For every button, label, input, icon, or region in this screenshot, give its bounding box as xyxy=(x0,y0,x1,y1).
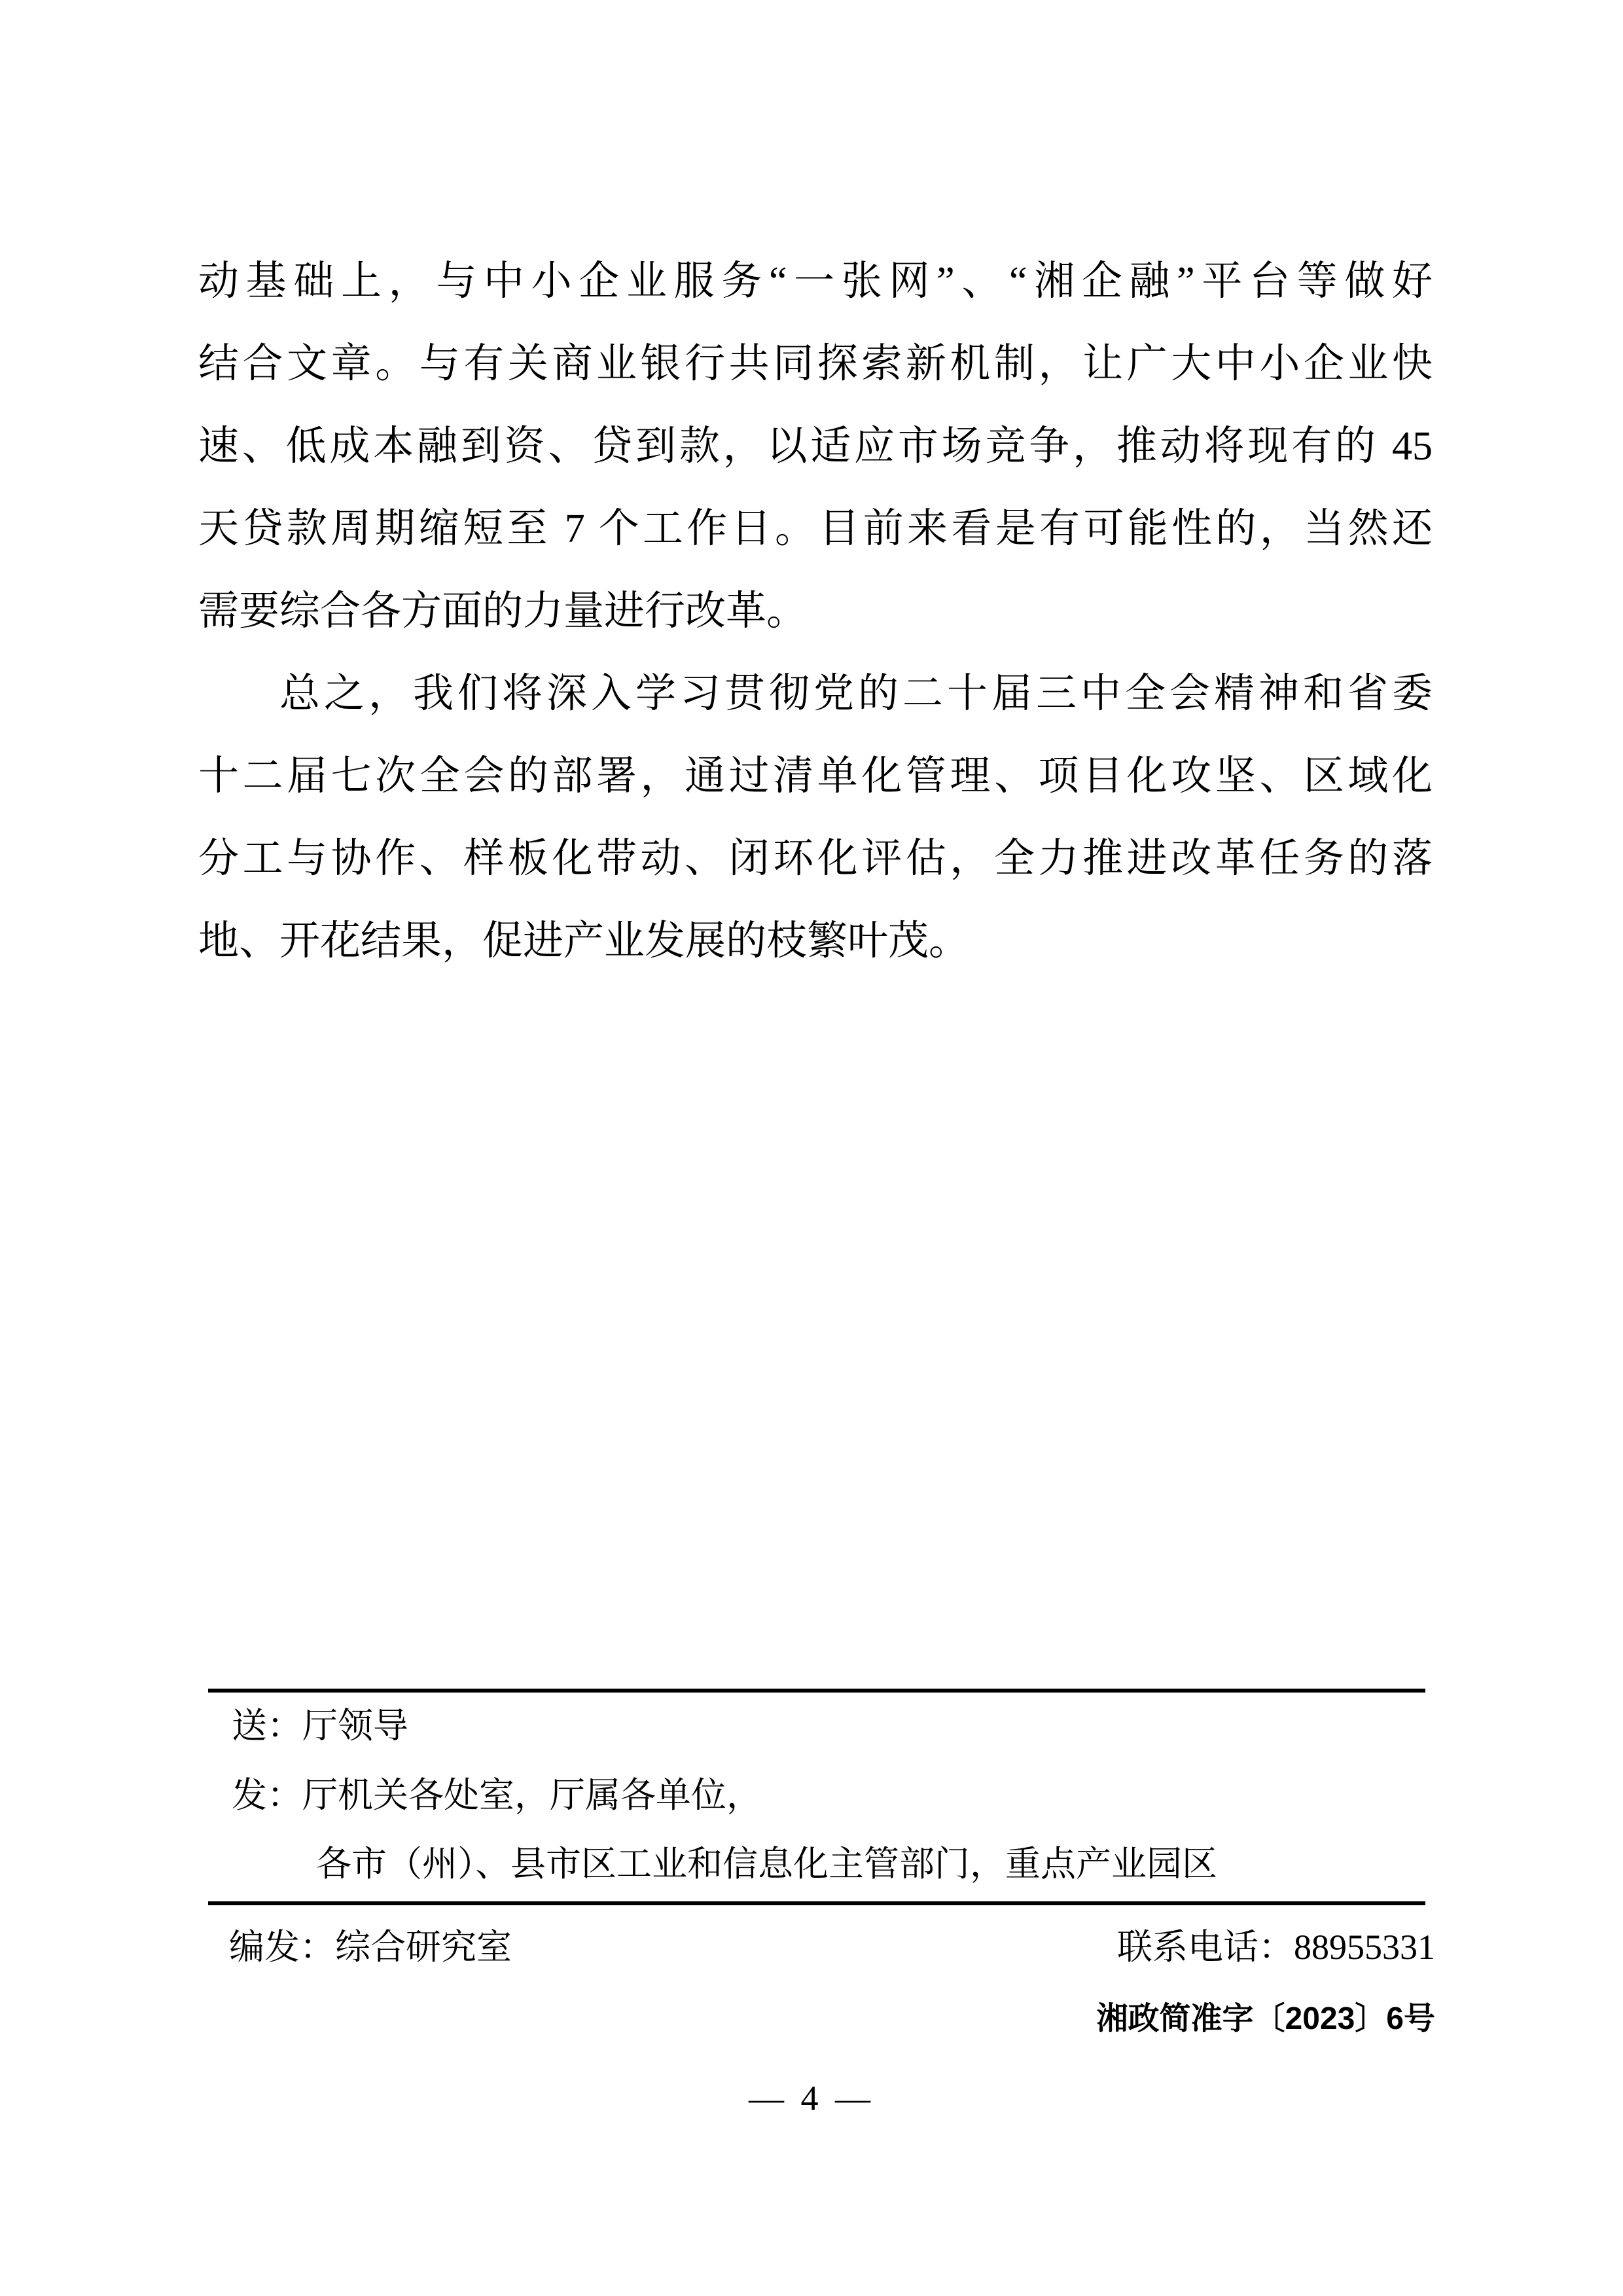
body-line-paragraph-start: 总之，我们将深入学习贯彻党的二十届三中全会精神和省委 xyxy=(279,672,1433,716)
body-line: 天贷款周期缩短至 7 个工作日。目前来看是有可能性的，当然还 xyxy=(198,507,1433,551)
body-line: 十二届七次全会的部署，通过清单化管理、项目化攻坚、区域化 xyxy=(198,754,1433,798)
distribute-to-line-2: 各市（州）、县市区工业和信息化主管部门，重点产业园区 xyxy=(316,1844,1217,1884)
colophon-divider-bottom xyxy=(208,1901,1425,1905)
body-text-block xyxy=(198,240,1433,982)
document-reference-number: 湘政简准字〔2023〕6号 xyxy=(1096,2001,1435,2036)
body-line: 分工与协作、样板化带动、闭环化评估，全力推进改革任务的落 xyxy=(198,836,1433,881)
body-line: 速、低成本融到资、贷到款，以适应市场竞争，推动将现有的 45 xyxy=(198,424,1433,469)
body-line-paragraph-end: 需要综合各方面的力量进行改革。 xyxy=(198,589,808,634)
colophon-divider-top xyxy=(208,1689,1425,1693)
editor-contact-row xyxy=(229,1914,1435,1980)
editor-office-label: 编发：综合研究室 xyxy=(229,1928,512,1967)
distribute-to-line-1: 发：厅机关各处室，厅属各单位， xyxy=(232,1776,762,1815)
body-line: 结合文章。与有关商业银行共同探索新机制，让广大中小企业快 xyxy=(198,342,1433,386)
contact-phone-label: 联系电话：88955331 xyxy=(1117,1928,1435,1967)
send-to-line: 送：厅领导 xyxy=(232,1706,408,1746)
body-line-paragraph-end: 地、开花结果，促进产业发展的枝繁叶茂。 xyxy=(198,919,970,963)
body-line: 动基础上，与中小企业服务“一张网”、“湘企融”平台等做好 xyxy=(198,259,1433,304)
page-number: — 4 — xyxy=(749,2079,874,2118)
